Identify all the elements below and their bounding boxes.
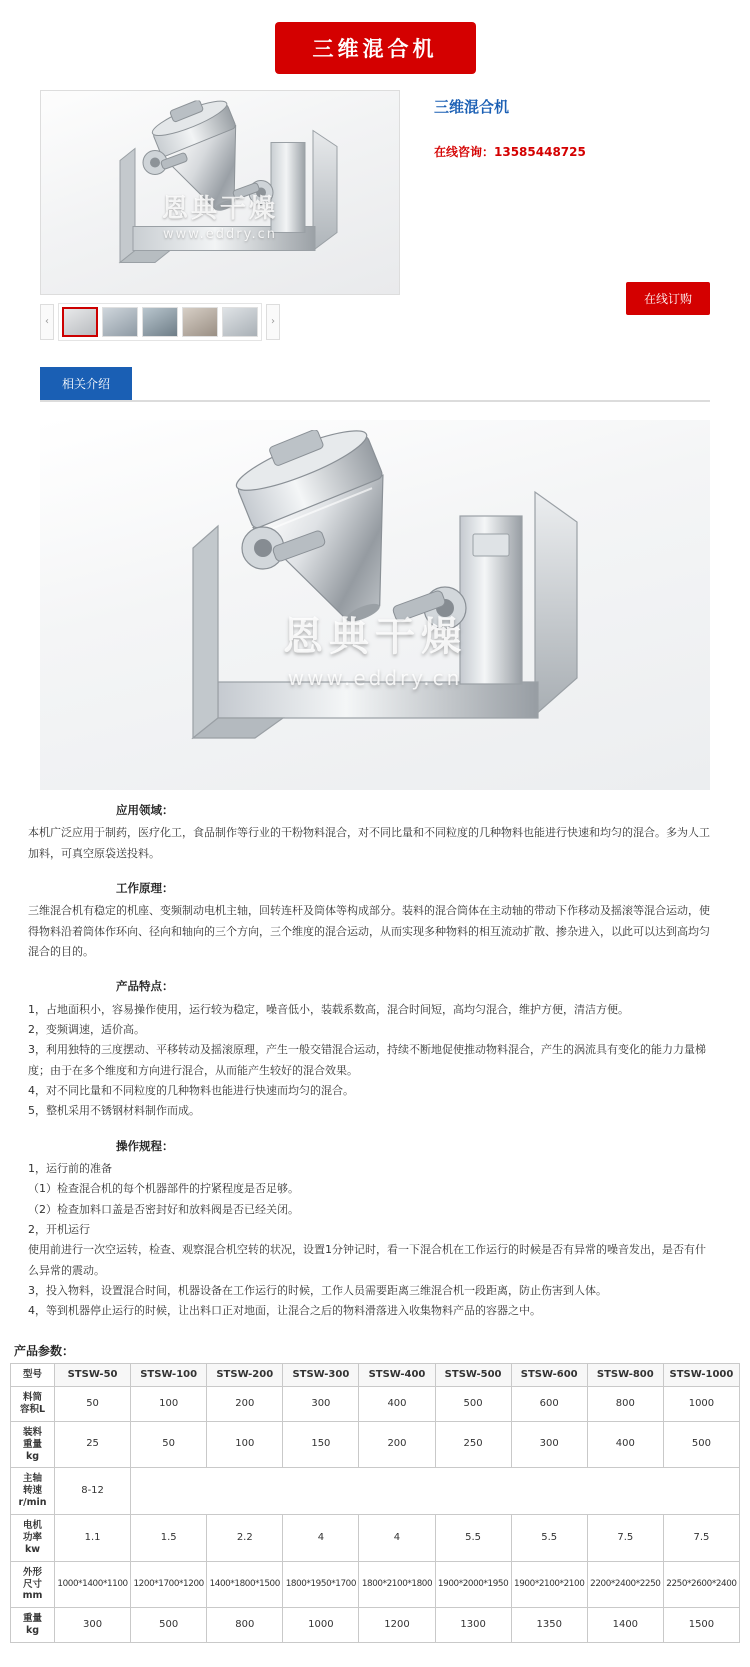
table-cell: 1200*1700*1200 — [131, 1561, 207, 1608]
table-row — [11, 1421, 740, 1468]
table-cell: 200 — [359, 1421, 435, 1468]
table-row — [11, 1387, 740, 1422]
section-paragraph: 3，利用独特的三度摆动、平移转动及摇滚原理，产生一般交错混合运动，持续不断地促使推动物料混合，产生的涡流具有变化的能力力量梯 — [28, 1043, 706, 1057]
table-column-header: STSW-1000 — [663, 1363, 739, 1387]
table-cell: 1.1 — [55, 1515, 131, 1562]
table-cell: 100 — [131, 1387, 207, 1422]
table-row-header: 主轴 转速 r/min — [11, 1468, 55, 1515]
watermark-url: www.eddry.cn — [287, 666, 463, 690]
table-cell: 500 — [131, 1608, 207, 1643]
table-cell: 7.5 — [663, 1515, 739, 1562]
table-cell: 800 — [587, 1387, 663, 1422]
table-cell: 2250*2600*2400 — [663, 1561, 739, 1608]
thumbnail-list — [58, 303, 262, 341]
table-cell: 400 — [359, 1387, 435, 1422]
section-paragraph: 使用前进行一次空运转，检查、观察混合机空转的状况，设置1分钟记时，看一下混合机在工作运行的时候是否有异常的噪音发出，是否有什 — [28, 1243, 706, 1257]
table-cell: 300 — [511, 1421, 587, 1468]
table-cell: 150 — [283, 1421, 359, 1468]
table-column-header: STSW-50 — [55, 1363, 131, 1387]
table-column-header: STSW-500 — [435, 1363, 511, 1387]
spec-table-heading: 产品参数： — [14, 1343, 75, 1358]
product-gallery — [40, 90, 400, 341]
section-paragraph: 2，变频调速，适价高。 — [28, 1022, 145, 1036]
section-paragraph: 么异常的震动。 — [28, 1263, 105, 1277]
table-cell: 1900*2100*2100 — [511, 1561, 587, 1608]
table-cell: 25 — [55, 1421, 131, 1468]
table-cell: 1000*1400*1100 — [55, 1561, 131, 1608]
table-cell: 50 — [131, 1421, 207, 1468]
table-row-header: 电机 功率 kw — [11, 1515, 55, 1562]
tab-related-intro[interactable]: 相关介绍 — [40, 367, 132, 400]
table-column-header: STSW-100 — [131, 1363, 207, 1387]
table-cell: 1900*2000*1950 — [435, 1561, 511, 1608]
table-cell: 250 — [435, 1421, 511, 1468]
table-row — [11, 1608, 740, 1643]
section-body-operation — [28, 1159, 722, 1322]
product-name: 三维混合机 — [434, 98, 510, 116]
table-cell: 1500 — [663, 1608, 739, 1643]
table-cell: 1200 — [359, 1608, 435, 1643]
table-cell: 200 — [207, 1387, 283, 1422]
table-row — [11, 1468, 740, 1515]
table-row-header: 装料 重量 kg — [11, 1421, 55, 1468]
section-paragraph: 1，运行前的准备 — [28, 1161, 112, 1175]
section-title-application: 应用领域： — [116, 803, 174, 817]
table-cell: 8-12 — [55, 1468, 131, 1515]
thumbnail-strip — [40, 303, 400, 341]
section-title-principle: 工作原理： — [116, 880, 174, 895]
section-paragraph: 得物料沿着筒体作环向、径向和轴向的三个方向，三个维度的混合运动，从而实现多种物料的相互流动扩散、掺杂进入，以此可以达到高均匀 — [28, 924, 710, 938]
table-column-header: STSW-200 — [207, 1363, 283, 1387]
section-paragraph: （1）检查混合机的每个机器部件的拧紧程度是否足够。 — [28, 1182, 299, 1196]
table-column-header: STSW-600 — [511, 1363, 587, 1387]
section-paragraph: 度；由于在多个维度和方向进行混合，从而能产生较好的混合效果。 — [28, 1063, 358, 1077]
table-cell: 4 — [359, 1515, 435, 1562]
table-cell: 1800*2100*1800 — [359, 1561, 435, 1608]
product-info-column — [400, 90, 710, 341]
table-cell: 300 — [283, 1387, 359, 1422]
table-cell: 1000 — [283, 1608, 359, 1643]
table-cell: 1.5 — [131, 1515, 207, 1562]
table-column-header: STSW-300 — [283, 1363, 359, 1387]
section-body-application — [28, 823, 722, 864]
table-row-header: 外形 尺寸 mm — [11, 1561, 55, 1608]
tab-bar — [40, 367, 710, 402]
table-cell: 5.5 — [435, 1515, 511, 1562]
table-cell: 100 — [207, 1421, 283, 1468]
section-paragraph: 4，对不同比量和不同粒度的几种物料也能进行快速而均匀的混合。 — [28, 1083, 354, 1097]
section-title-operation: 操作规程： — [116, 1138, 174, 1153]
section-paragraph: 4，等到机器停止运行的时候，让出料口正对地面，让混合之后的物料滑落进入收集物料产品的容器之中。 — [28, 1304, 541, 1318]
table-cell: 50 — [55, 1387, 131, 1422]
section-paragraph: （2）检查加料口盖是否密封好和放料阀是否已经关闭。 — [28, 1202, 299, 1216]
thumbnail-item[interactable] — [182, 307, 218, 337]
table-row — [11, 1515, 740, 1562]
three-dimensional-mixer-large-illustration — [115, 430, 635, 780]
thumbnail-item[interactable] — [222, 307, 258, 337]
table-row-header: 重量 kg — [11, 1608, 55, 1643]
table-cell: 500 — [663, 1421, 739, 1468]
table-cell: 300 — [55, 1608, 131, 1643]
table-cell: 600 — [511, 1387, 587, 1422]
table-cell: 1350 — [511, 1608, 587, 1643]
section-paragraph: 本机广泛应用于制药，医疗化工，食品制作等行业的干粉物料混合，对不同比量和不同粒度的几种物料也能进行快速和均匀的混合。多为人工 — [28, 826, 710, 840]
table-row-header: 型号 — [11, 1363, 55, 1387]
spec-table — [10, 1363, 740, 1644]
order-online-button[interactable]: 在线订购 — [626, 282, 710, 315]
page-title: 三维混合机 — [275, 22, 476, 74]
consult-phone: 在线咨询：13585448725 — [434, 145, 586, 159]
large-product-image — [40, 420, 710, 790]
spec-table-section — [0, 1342, 750, 1667]
table-cell: 1300 — [435, 1608, 511, 1643]
title-banner-container — [0, 0, 750, 74]
table-cell: 2.2 — [207, 1515, 283, 1562]
gallery-prev-arrow[interactable]: ‹ — [40, 304, 54, 340]
thumbnail-item[interactable] — [62, 307, 98, 337]
product-top-section — [0, 74, 750, 341]
table-row — [11, 1561, 740, 1608]
table-column-header: STSW-800 — [587, 1363, 663, 1387]
table-cell-empty — [131, 1468, 740, 1515]
watermark-text: 恩典干燥 — [283, 614, 467, 660]
gallery-next-arrow[interactable]: › — [266, 304, 280, 340]
section-paragraph: 1，占地面积小，容易操作使用，运行较为稳定，噪音低小，装载系数高，混合时间短，高均匀混合，维护方便，清洁方便。 — [28, 1002, 629, 1016]
section-paragraph: 加料，可真空原袋送投料。 — [28, 846, 160, 860]
table-column-header: STSW-400 — [359, 1363, 435, 1387]
section-body-principle — [28, 901, 722, 962]
table-row — [11, 1363, 740, 1387]
table-cell: 1400*1800*1500 — [207, 1561, 283, 1608]
table-cell: 500 — [435, 1387, 511, 1422]
table-cell: 2200*2400*2250 — [587, 1561, 663, 1608]
main-product-image[interactable] — [40, 90, 400, 295]
section-paragraph: 5，整机采用不锈钢材料制作而成。 — [28, 1104, 200, 1118]
section-paragraph: 3，投入物料，设置混合时间，机器设备在工作运行的时候，工作人员需要距离三维混合机一段距离，防止伤害到人体。 — [28, 1283, 607, 1297]
watermark-text: 恩典干燥 — [161, 194, 278, 225]
three-dimensional-mixer-illustration — [75, 100, 365, 285]
thumbnail-item[interactable] — [142, 307, 178, 337]
table-row-header: 料筒 容积L — [11, 1387, 55, 1422]
table-cell: 5.5 — [511, 1515, 587, 1562]
section-title-features: 产品特点： — [116, 979, 174, 994]
thumbnail-item[interactable] — [102, 307, 138, 337]
section-paragraph: 2，开机运行 — [28, 1222, 90, 1236]
table-cell: 1400 — [587, 1608, 663, 1643]
table-cell: 1800*1950*1700 — [283, 1561, 359, 1608]
section-paragraph: 三维混合机有稳定的机座、变频制动电机主轴，回转连杆及筒体等构成部分。装料的混合筒体在主动轴的带动下作移动及摇滚等混合运动，使 — [28, 904, 710, 918]
watermark-url: www.eddry.cn — [162, 227, 278, 243]
description-sections — [0, 790, 750, 1322]
table-cell: 400 — [587, 1421, 663, 1468]
section-paragraph: 混合的目的。 — [28, 944, 94, 958]
table-cell: 7.5 — [587, 1515, 663, 1562]
table-cell: 1000 — [663, 1387, 739, 1422]
table-cell: 4 — [283, 1515, 359, 1562]
table-cell: 800 — [207, 1608, 283, 1643]
section-body-features — [28, 1000, 722, 1122]
